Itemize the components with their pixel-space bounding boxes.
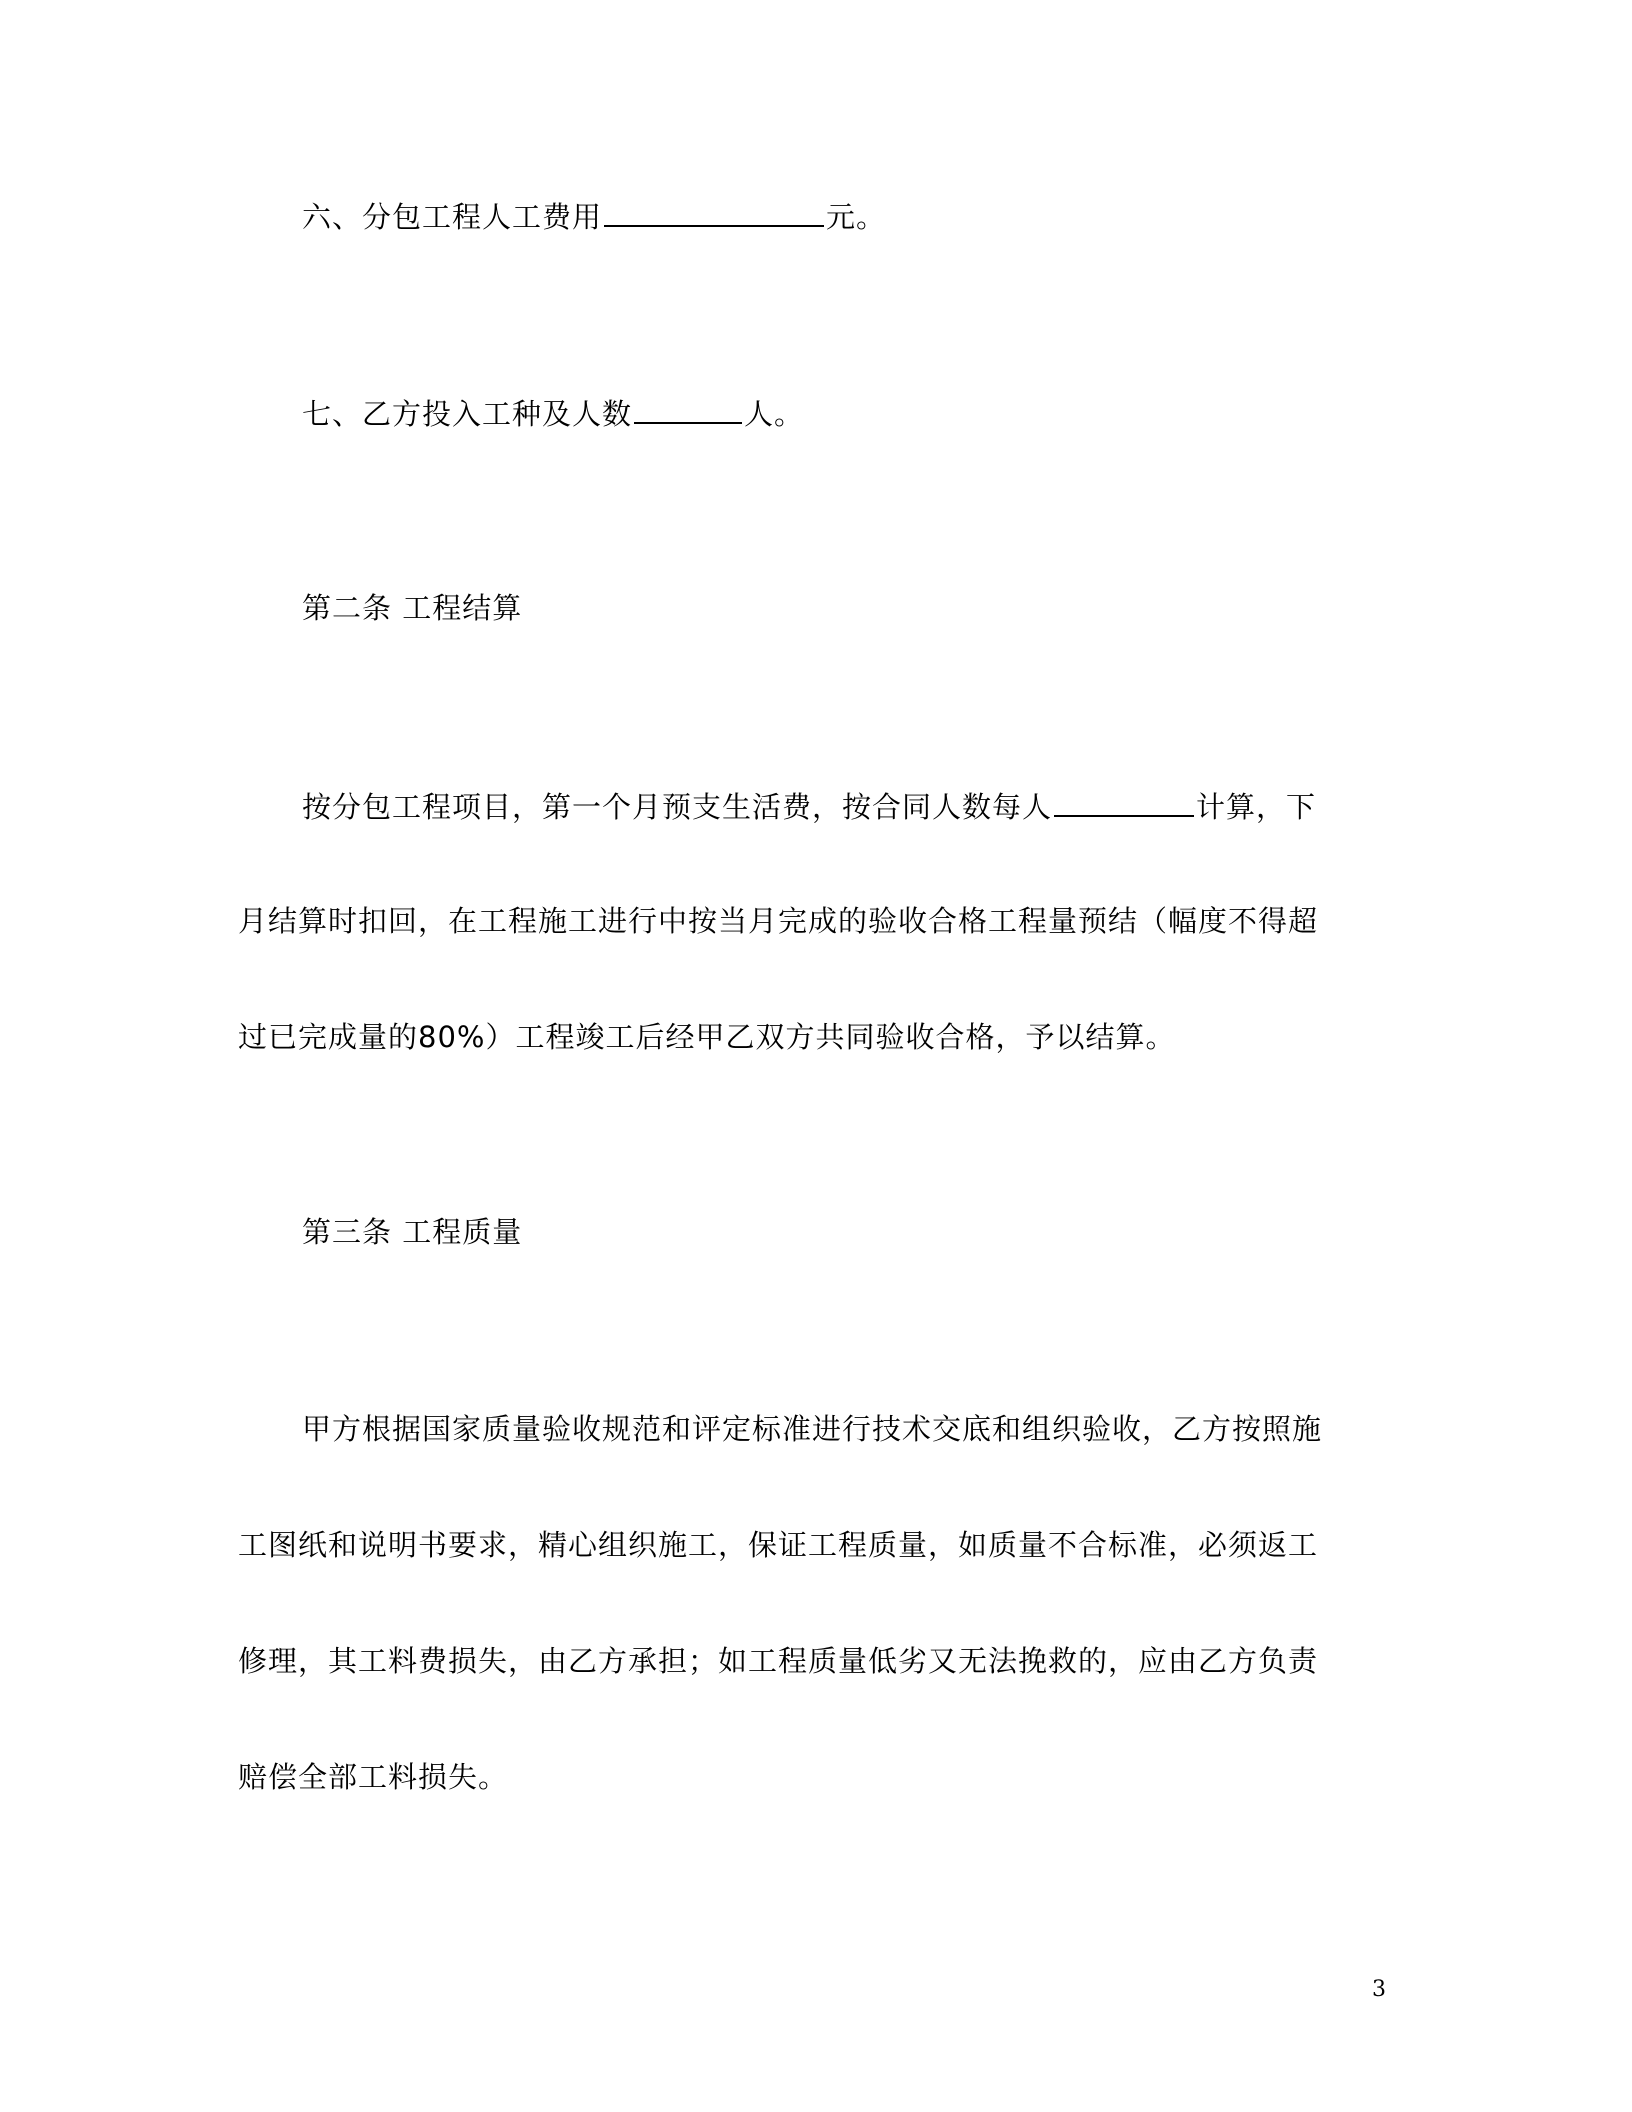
article-2-para-line-2: 月结算时扣回，在工程施工进行中按当月完成的验收合格工程量预结（幅度不得超 [238,904,1319,938]
article-2-heading: 第二条 工程结算 [302,591,523,625]
item-6-line [302,195,886,235]
article-3-para-line-2: 工图纸和说明书要求，精心组织施工，保证工程质量，如质量不合标准，必须返工 [238,1528,1319,1562]
article-3-para-line-3: 修理，其工料费损失，由乙方承担；如工程质量低劣又无法挽救的，应由乙方负责 [238,1644,1319,1678]
living-allowance-blank [1054,785,1194,817]
item-7-prefix: 七、乙方投入工种及人数 [302,397,633,431]
page-number: 3 [1372,1977,1386,2002]
item-6-prefix: 六、分包工程人工费用 [302,200,603,234]
article-2-para-line-1 [302,785,1316,825]
article-3-para-line-1: 甲方根据国家质量验收规范和评定标准进行技术交底和组织验收，乙方按照施 [302,1412,1323,1446]
article-3-para-line-4: 赔偿全部工料损失。 [238,1760,509,1794]
worker-count-blank [634,392,742,424]
article-2-line-1-prefix: 按分包工程项目，第一个月预支生活费，按合同人数每人 [302,790,1053,824]
item-7-suffix: 人。 [744,397,805,431]
item-7-line [302,392,804,432]
article-2-para-line-3: 过已完成量的80%）工程竣工后经甲乙双方共同验收合格，予以结算。 [238,1020,1176,1054]
item-6-suffix: 元。 [826,200,887,234]
article-2-line-1-suffix: 计算，下 [1196,790,1317,824]
article-3-heading: 第三条 工程质量 [302,1215,523,1249]
labor-cost-blank [604,195,824,227]
